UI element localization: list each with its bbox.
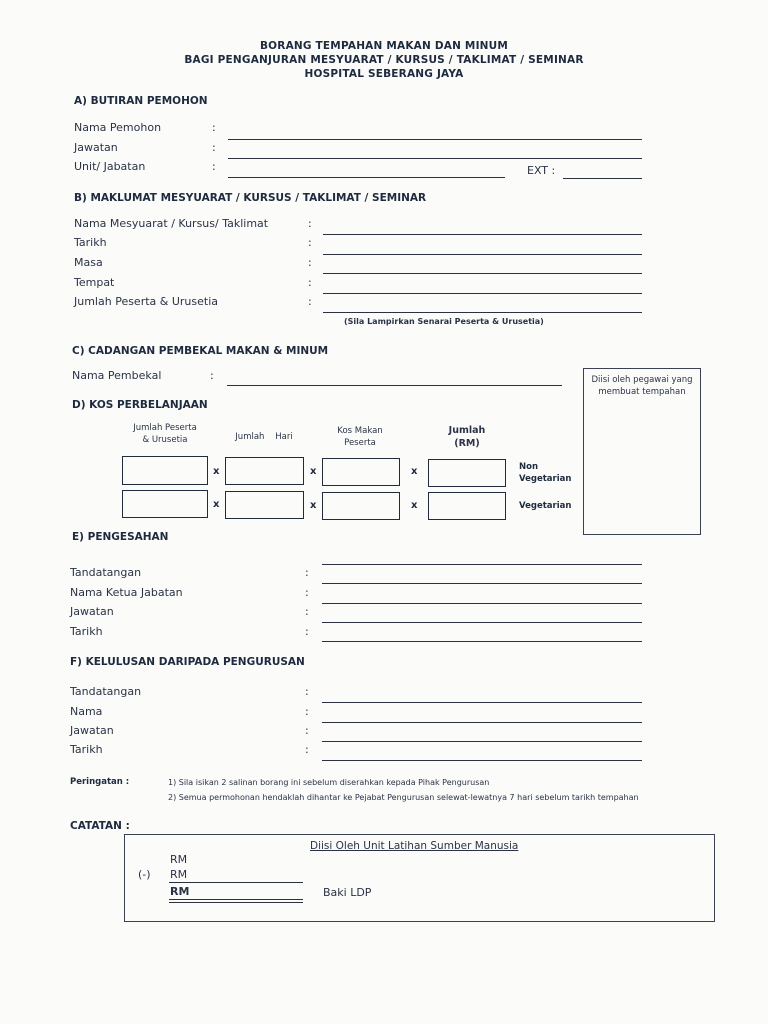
colon: : bbox=[308, 295, 312, 308]
officer-box bbox=[583, 368, 701, 535]
colon: : bbox=[305, 566, 309, 579]
section-a-title: A) BUTIRAN PEMOHON bbox=[74, 95, 208, 107]
nama-f-field[interactable] bbox=[322, 722, 642, 723]
col-header-kos-line2: Peserta bbox=[344, 438, 376, 448]
label-unit-jabatan: Unit/ Jabatan bbox=[74, 160, 146, 173]
peringatan-item-1: 1) Sila isikan 2 salinan borang ini sebelum diserahkan kepada Pihak Pengurusan bbox=[168, 778, 490, 787]
label-tandatangan: Tandatangan bbox=[70, 566, 142, 579]
col-header-jumlah-line2: (RM) bbox=[454, 438, 480, 449]
catatan-box-title: Diisi Oleh Unit Latihan Sumber Manusia bbox=[310, 840, 519, 852]
colon: : bbox=[212, 121, 216, 134]
multiply-sign: x bbox=[310, 500, 317, 511]
colon: : bbox=[305, 724, 309, 737]
nonveg-kos-input[interactable] bbox=[322, 458, 400, 486]
col-header-peserta bbox=[122, 422, 208, 446]
multiply-sign: x bbox=[411, 500, 418, 511]
subtract-line bbox=[169, 882, 303, 883]
colon: : bbox=[308, 276, 312, 289]
colon: : bbox=[308, 236, 312, 249]
form-subtitle: BAGI PENGANJURAN MESYUARAT / KURSUS / TAKLIMAT / SEMINAR bbox=[184, 54, 584, 66]
nama-ketua-jabatan-field[interactable] bbox=[322, 603, 642, 604]
nonveg-label-line1: Non bbox=[519, 462, 539, 472]
peringatan-item-2: 2) Semua permohonan hendaklah dihantar ke Pejabat Pengurusan selewat-lewatnya 7 hari sebelum tarikh tempahan bbox=[168, 793, 639, 802]
label-nama-f: Nama bbox=[70, 705, 103, 718]
tandatangan-field[interactable] bbox=[322, 583, 642, 584]
ext-label: EXT : bbox=[527, 164, 556, 177]
colon: : bbox=[305, 743, 309, 756]
veg-hari-input[interactable] bbox=[225, 491, 304, 519]
nama-pemohon-field[interactable] bbox=[228, 139, 642, 140]
nonveg-peserta-input[interactable] bbox=[122, 456, 208, 485]
section-c-title: C) CADANGAN PEMBEKAL MAKAN & MINUM bbox=[72, 345, 329, 357]
minus-sign: (-) bbox=[138, 868, 151, 881]
colon: : bbox=[210, 369, 214, 382]
label-jawatan-f: Jawatan bbox=[70, 724, 114, 737]
nonveg-label-line2: Vegetarian bbox=[519, 474, 572, 484]
label-nama-ketua-jabatan: Nama Ketua Jabatan bbox=[70, 586, 183, 599]
col-header-kos bbox=[321, 425, 399, 449]
colon: : bbox=[212, 160, 216, 173]
label-tarikh-f: Tarikh bbox=[70, 743, 103, 756]
nonveg-hari-input[interactable] bbox=[225, 457, 304, 485]
officer-box-line1: Diisi oleh pegawai yang bbox=[591, 375, 693, 385]
veg-jumlah-input[interactable] bbox=[428, 492, 506, 520]
veg-label: Vegetarian bbox=[519, 501, 572, 511]
masa-field[interactable] bbox=[323, 273, 642, 274]
label-masa: Masa bbox=[74, 256, 103, 269]
colon: : bbox=[305, 586, 309, 599]
col-header-kos-line1: Kos Makan bbox=[337, 426, 383, 436]
catatan-label: CATATAN : bbox=[70, 820, 130, 832]
colon: : bbox=[308, 217, 312, 230]
col-header-peserta-line1: Jumlah Peserta bbox=[133, 423, 197, 433]
label-tandatangan-f: Tandatangan bbox=[70, 685, 142, 698]
col-header-peserta-line2: & Urusetia bbox=[142, 435, 188, 445]
label-tarikh-e: Tarikh bbox=[70, 625, 103, 638]
jumlah-peserta-field[interactable] bbox=[323, 312, 642, 313]
tarikh-f-field[interactable] bbox=[322, 760, 642, 761]
peringatan-label: Peringatan : bbox=[70, 777, 130, 787]
nonveg-jumlah-input[interactable] bbox=[428, 459, 506, 487]
jawatan-f-field[interactable] bbox=[322, 741, 642, 742]
colon: : bbox=[305, 685, 309, 698]
label-jumlah-peserta: Jumlah Peserta & Urusetia bbox=[74, 295, 219, 308]
multiply-sign: x bbox=[213, 466, 220, 477]
nama-mesyuarat-field[interactable] bbox=[323, 234, 642, 235]
nama-pembekal-field[interactable] bbox=[227, 385, 562, 386]
section-b-title: B) MAKLUMAT MESYUARAT / KURSUS / TAKLIMAT / SEMINAR bbox=[74, 192, 427, 204]
colon: : bbox=[305, 605, 309, 618]
hospital-name: HOSPITAL SEBERANG JAYA bbox=[304, 68, 464, 80]
label-tempat: Tempat bbox=[74, 276, 115, 289]
label-jawatan-e: Jawatan bbox=[70, 605, 114, 618]
multiply-sign: x bbox=[411, 466, 418, 477]
section-e-title: E) PENGESAHAN bbox=[72, 531, 169, 543]
rm-label-2: RM bbox=[170, 868, 188, 881]
multiply-sign: x bbox=[310, 466, 317, 477]
tarikh-field[interactable] bbox=[323, 254, 642, 255]
nonveg-label bbox=[519, 461, 571, 485]
total-line-2 bbox=[169, 902, 303, 903]
label-nama-mesyuarat: Nama Mesyuarat / Kursus/ Taklimat bbox=[74, 217, 269, 230]
rm-label-3: RM bbox=[170, 885, 190, 898]
multiply-sign: x bbox=[213, 499, 220, 510]
col-header-jumlah-line1: Jumlah bbox=[448, 425, 486, 436]
veg-peserta-input[interactable] bbox=[122, 490, 208, 518]
lampirkan-note: (Sila Lampirkan Senarai Peserta & Urusetia) bbox=[344, 317, 544, 326]
colon: : bbox=[305, 705, 309, 718]
jawatan-field[interactable] bbox=[228, 158, 642, 159]
section-d-title: D) KOS PERBELANJAAN bbox=[72, 399, 208, 411]
col-header-hari: Jumlah Hari bbox=[235, 432, 293, 442]
jawatan-e-field[interactable] bbox=[322, 622, 642, 623]
form-title: BORANG TEMPAHAN MAKAN DAN MINUM bbox=[259, 40, 509, 52]
total-line-1 bbox=[169, 899, 303, 900]
colon: : bbox=[305, 625, 309, 638]
colon: : bbox=[212, 141, 216, 154]
tempat-field[interactable] bbox=[323, 293, 642, 294]
label-tarikh: Tarikh bbox=[74, 236, 107, 249]
veg-kos-input[interactable] bbox=[322, 492, 400, 520]
rm-label-1: RM bbox=[170, 853, 188, 866]
colon: : bbox=[308, 256, 312, 269]
section-f-title: F) KELULUSAN DARIPADA PENGURUSAN bbox=[70, 656, 305, 668]
baki-ldp-label: Baki LDP bbox=[323, 886, 372, 899]
tandatangan-f-field[interactable] bbox=[322, 702, 642, 703]
tarikh-e-field[interactable] bbox=[322, 641, 642, 642]
catatan-box bbox=[124, 834, 715, 922]
pengesahan-top-line bbox=[322, 564, 642, 565]
officer-box-line2: membuat tempahan bbox=[598, 387, 686, 397]
ext-field[interactable] bbox=[563, 178, 642, 179]
label-nama-pemohon: Nama Pemohon bbox=[74, 121, 162, 134]
label-nama-pembekal: Nama Pembekal bbox=[72, 369, 162, 382]
unit-jabatan-field[interactable] bbox=[228, 177, 505, 178]
label-jawatan: Jawatan bbox=[74, 141, 118, 154]
col-header-jumlah bbox=[428, 424, 506, 450]
